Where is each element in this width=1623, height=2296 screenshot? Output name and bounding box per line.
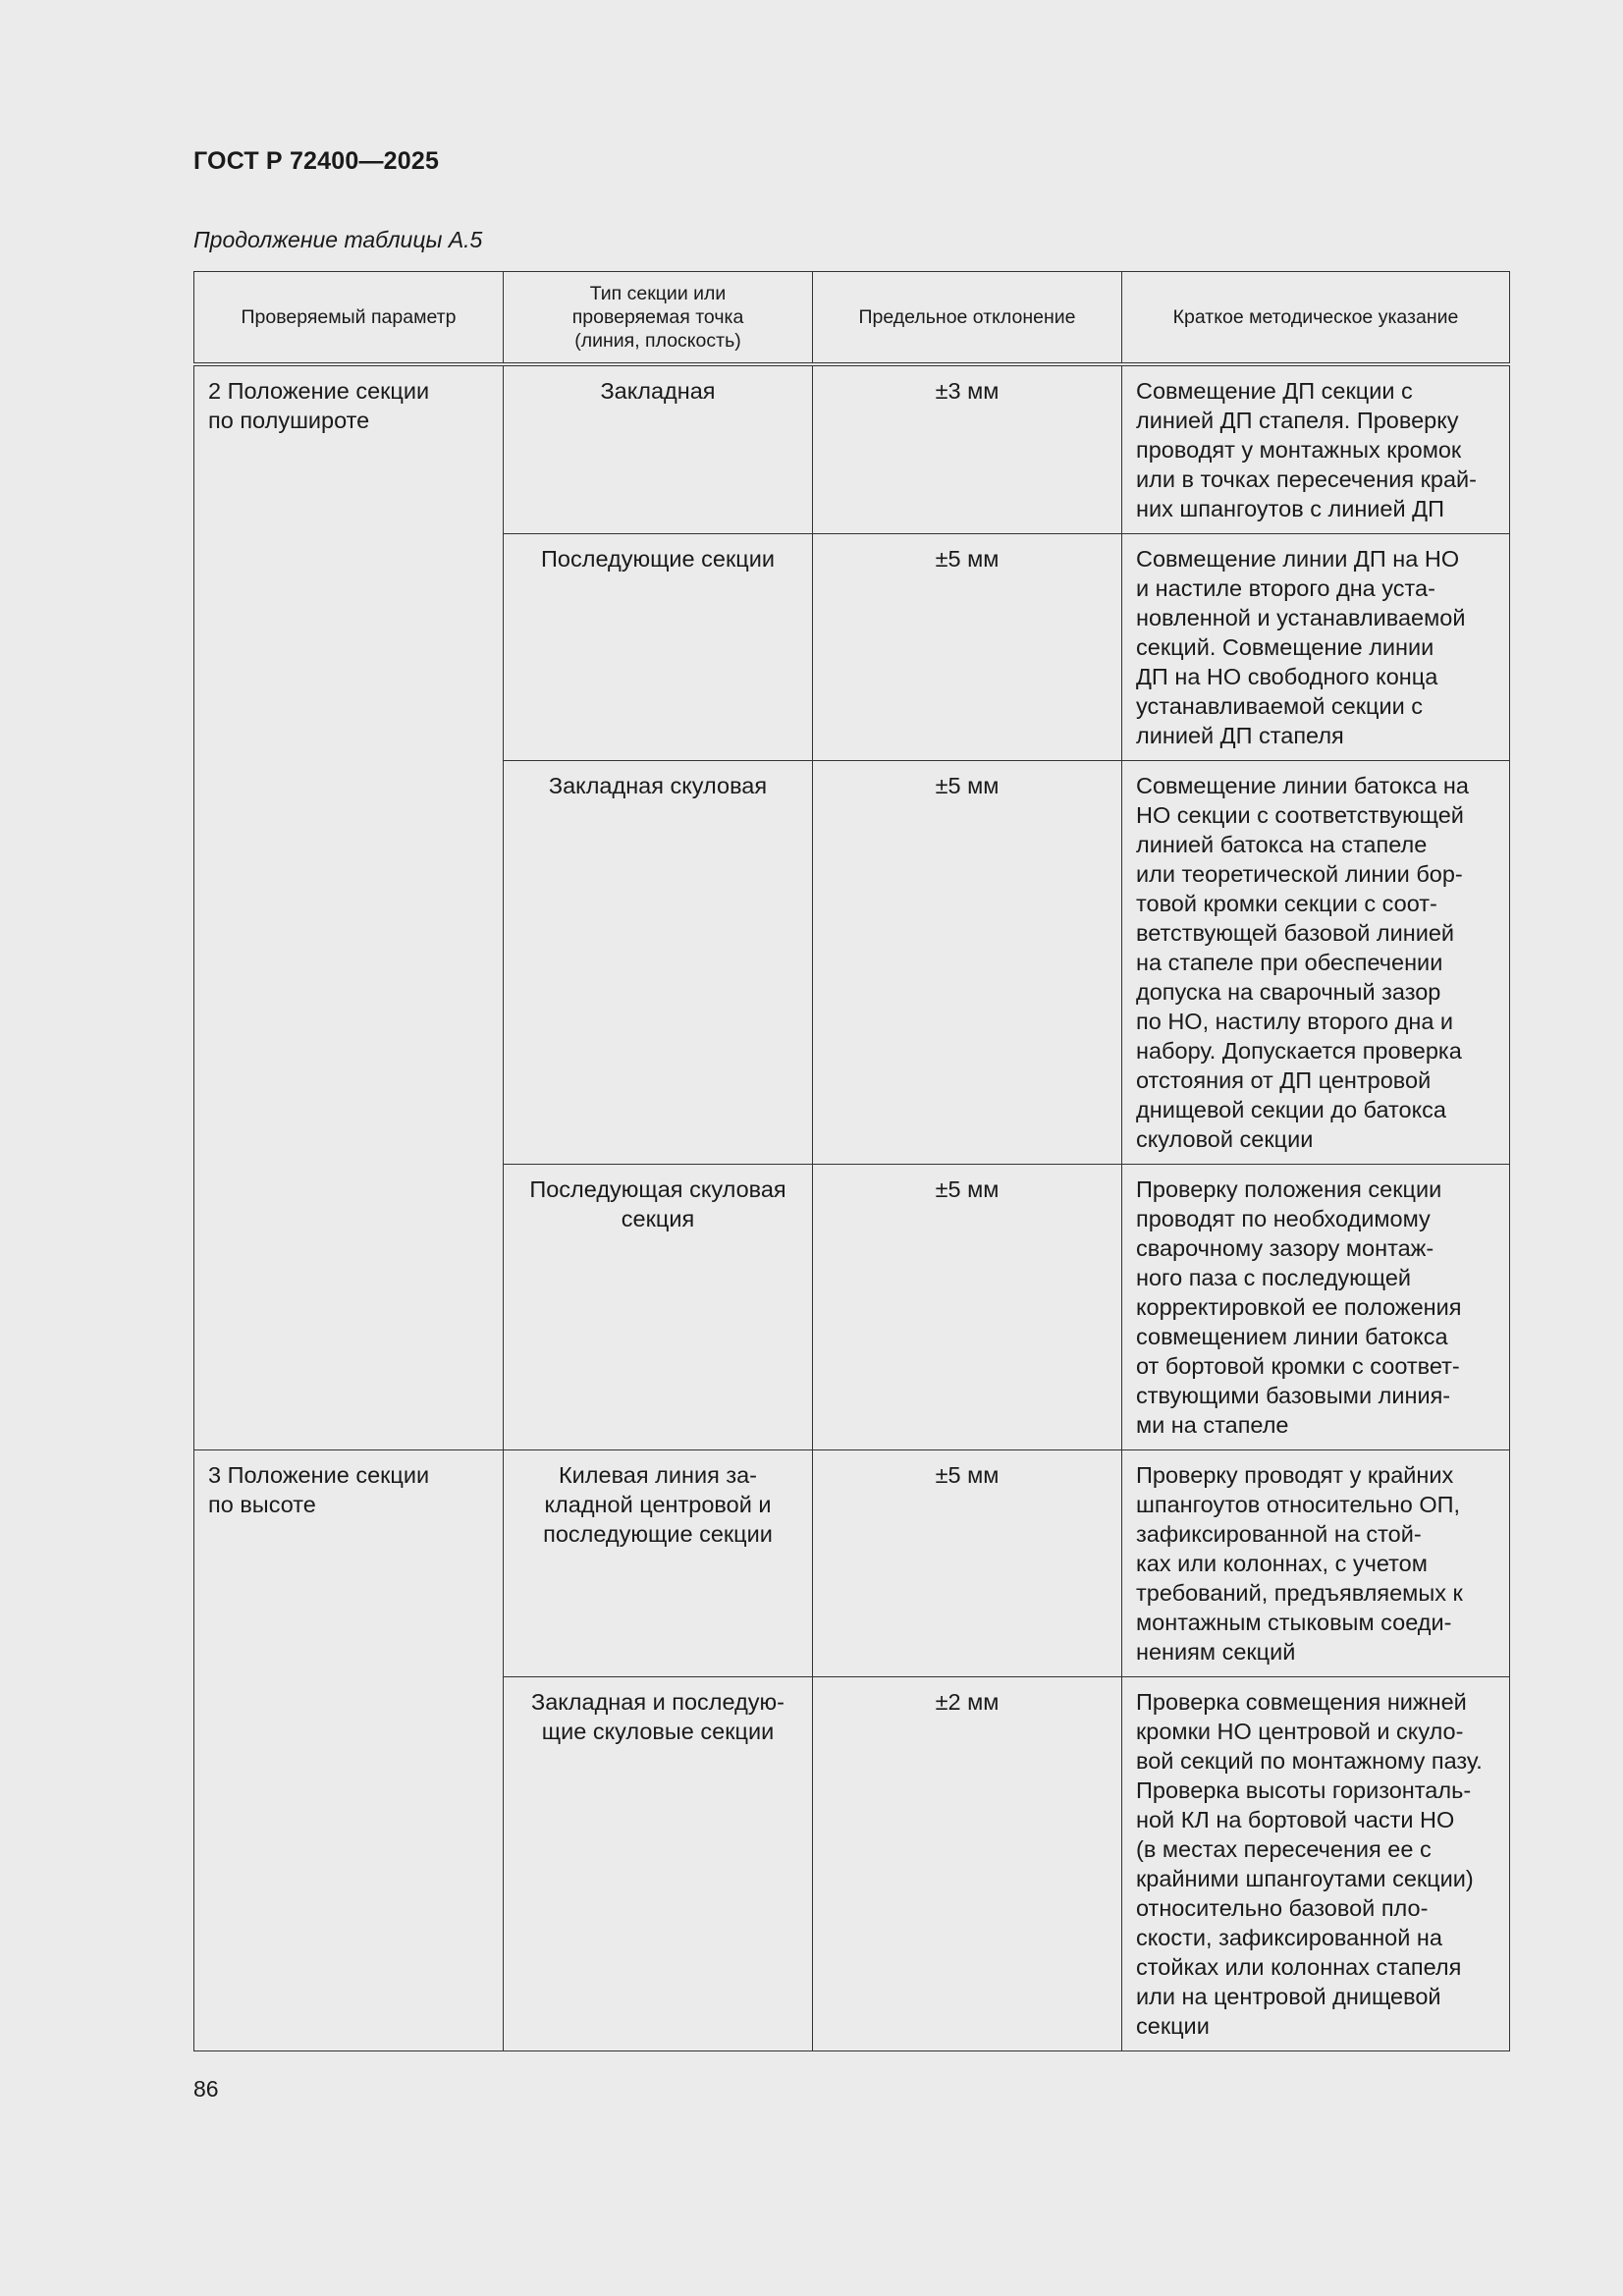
section-type-cell: Закладная	[504, 364, 813, 534]
table-caption: Продолжение таблицы А.5	[193, 227, 483, 252]
table-header-row	[194, 272, 1510, 365]
deviation-cell: ±5 мм	[813, 1165, 1122, 1450]
parameter-cell: 3 Положение секции по высоте	[194, 1450, 504, 2051]
method-note-cell: Проверка совмещения нижней кромки НО центровой и скуло- вой секций по монтажному пазу. Проверка высоты горизонталь- ной КЛ на бортовой части НО (в местах пересечения ее с крайними шпангоутами секции) относительно базовой пло- скости, зафиксированной на стойках или колоннах стапеля или на центровой днищевой секции	[1122, 1677, 1510, 2051]
deviation-cell: ±3 мм	[813, 364, 1122, 534]
section-type-cell: Закладная и последую- щие скуловые секции	[504, 1677, 813, 2051]
deviation-cell: ±5 мм	[813, 534, 1122, 761]
column-header-parameter: Проверяемый параметр	[194, 272, 504, 365]
table-row	[194, 364, 1510, 534]
method-note-cell: Проверку проводят у крайних шпангоутов относительно ОП, зафиксированной на стой- ках или колоннах, с учетом требований, предъявляемых к монтажным стыковым соеди- нениям секций	[1122, 1450, 1510, 1677]
document-code: ГОСТ Р 72400—2025	[193, 147, 440, 175]
column-header-deviation: Предельное отклонение	[813, 272, 1122, 365]
table-a5	[193, 271, 1510, 2051]
section-type-cell: Последующие секции	[504, 534, 813, 761]
method-note-cell: Совмещение линии батокса на НО секции с соответствующей линией батокса на стапеле или теоретической линии бор- товой кромки секции с соот- ветствующей базовой линией на стапеле при обеспечении допуска на сварочный зазор по НО, настилу второго дна и набору. Допускается проверка отстояния от ДП центровой днищевой секции до батокса скуловой секции	[1122, 761, 1510, 1165]
table-row	[194, 1450, 1510, 1677]
section-type-cell: Килевая линия за- кладной центровой и последующие секции	[504, 1450, 813, 1677]
section-type-cell: Последующая скуловая секция	[504, 1165, 813, 1450]
deviation-cell: ±5 мм	[813, 761, 1122, 1165]
deviation-cell: ±5 мм	[813, 1450, 1122, 1677]
deviation-cell: ±2 мм	[813, 1677, 1122, 2051]
method-note-cell: Совмещение линии ДП на НО и настиле второго дна уста- новленной и устанавливаемой секций. Совмещение линии ДП на НО свободного конца устанавливаемой секции с линией ДП стапеля	[1122, 534, 1510, 761]
column-header-section-type: Тип секции или проверяемая точка (линия, плоскость)	[504, 272, 813, 365]
page-number: 86	[193, 2076, 219, 2102]
column-header-method-note: Краткое методическое указание	[1122, 272, 1510, 365]
parameter-cell: 2 Положение секции по полушироте	[194, 364, 504, 1450]
section-type-cell: Закладная скуловая	[504, 761, 813, 1165]
method-note-cell: Проверку положения секции проводят по необходимому сварочному зазору монтаж- ного паза с последующей корректировкой ее положения совмещением линии батокса от бортовой кромки с соответ- ствующими базовыми линия- ми на стапеле	[1122, 1165, 1510, 1450]
method-note-cell: Совмещение ДП секции с линией ДП стапеля. Проверку проводят у монтажных кромок или в точках пересечения край- них шпангоутов с линией ДП	[1122, 364, 1510, 534]
